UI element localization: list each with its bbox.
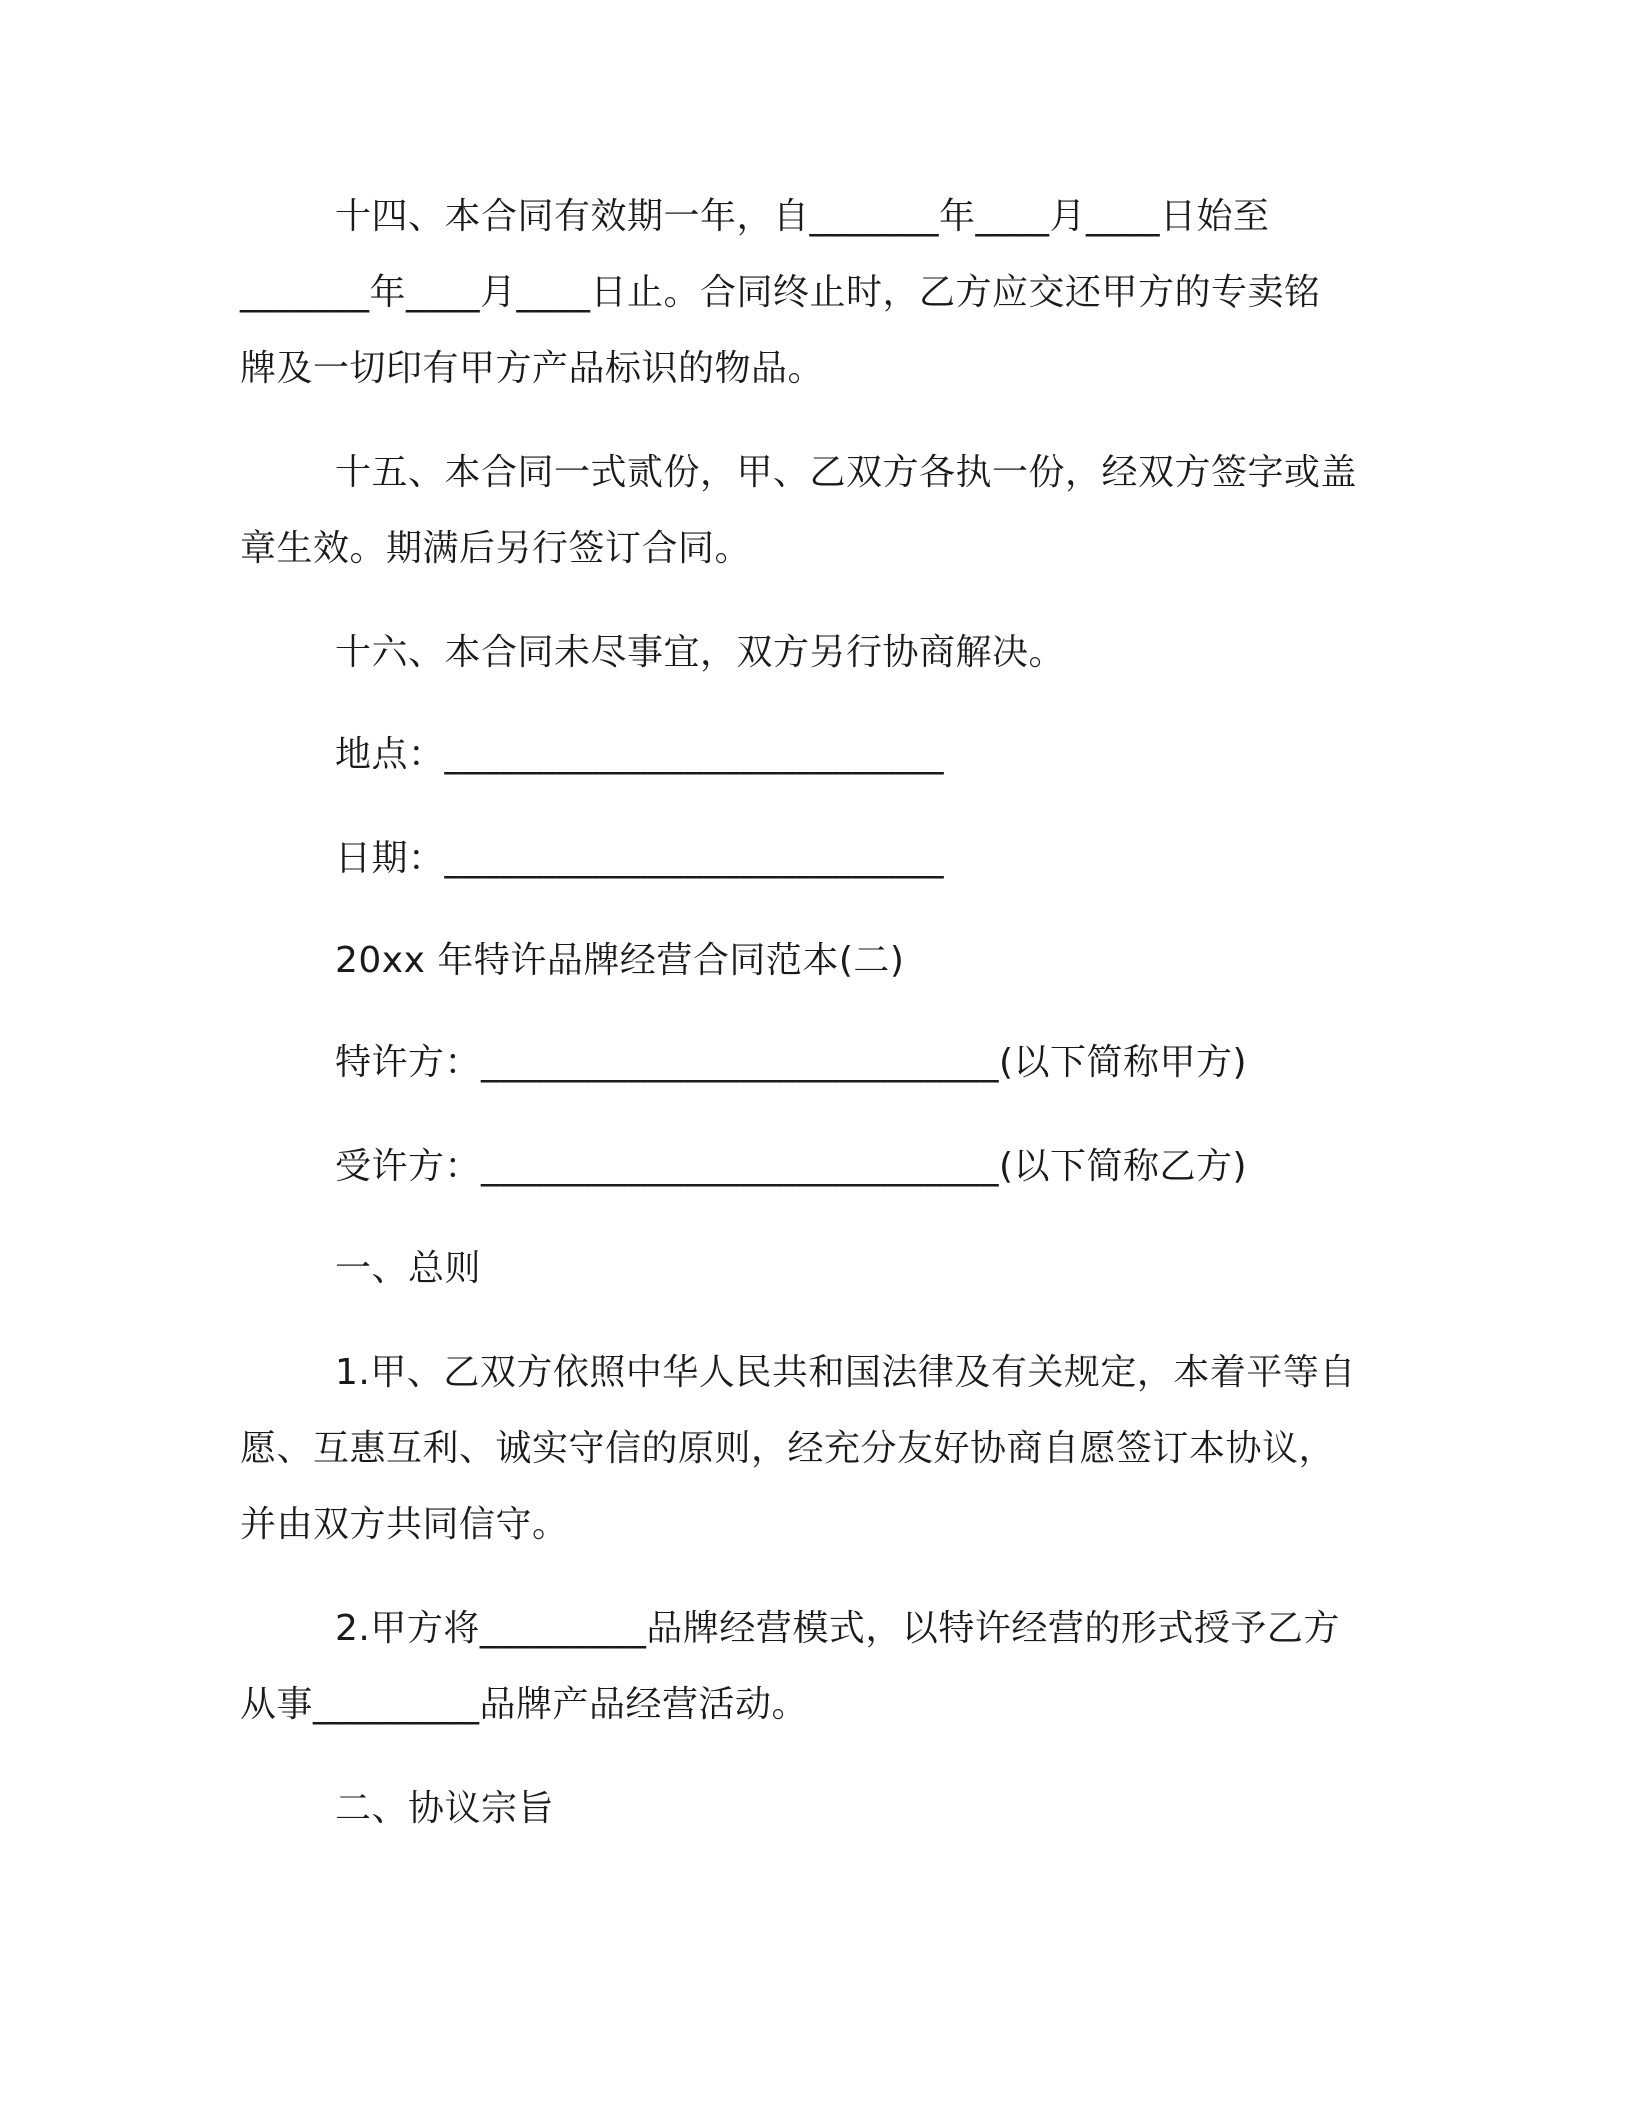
- clause-14-line-3: 牌及一切印有甲方产品标识的物品。: [240, 348, 825, 389]
- clause-14-line-2: _______年____月____日止。合同终止时，乙方应交还甲方的专卖铭: [240, 272, 1321, 313]
- section-2-heading: 二、协议宗旨: [335, 1788, 555, 1829]
- clause-16-line-1: 十六、本合同未尽事宜，双方另行协商解决。: [335, 632, 1066, 673]
- franchisor-line: 特许方：____________________________(以下简称甲方): [335, 1042, 1248, 1083]
- item-1-line-3: 并由双方共同信守。: [240, 1504, 569, 1545]
- contract-title-2: 20xx 年特许品牌经营合同范本(二): [335, 940, 905, 981]
- clause-15-line-1: 十五、本合同一式贰份，甲、乙双方各执一份，经双方签字或盖: [335, 452, 1358, 493]
- location-line: 地点：___________________________: [335, 734, 945, 775]
- franchisee-line: 受许方：____________________________(以下简称乙方): [335, 1146, 1248, 1187]
- item-2-line-2: 从事_________品牌产品经营活动。: [240, 1684, 809, 1725]
- section-1-heading: 一、总则: [335, 1248, 482, 1289]
- item-1-line-2: 愿、互惠互利、诚实守信的原则，经充分友好协商自愿签订本协议，: [240, 1428, 1336, 1469]
- clause-15-line-2: 章生效。期满后另行签订合同。: [240, 528, 752, 569]
- clause-14-line-1: 十四、本合同有效期一年，自_______年____月____日始至: [335, 196, 1270, 237]
- item-2-line-1: 2.甲方将_________品牌经营模式，以特许经营的形式授予乙方: [335, 1608, 1340, 1649]
- date-line: 日期：___________________________: [335, 838, 945, 879]
- item-1-line-1: 1.甲、乙双方依照中华人民共和国法律及有关规定，本着平等自: [335, 1352, 1356, 1393]
